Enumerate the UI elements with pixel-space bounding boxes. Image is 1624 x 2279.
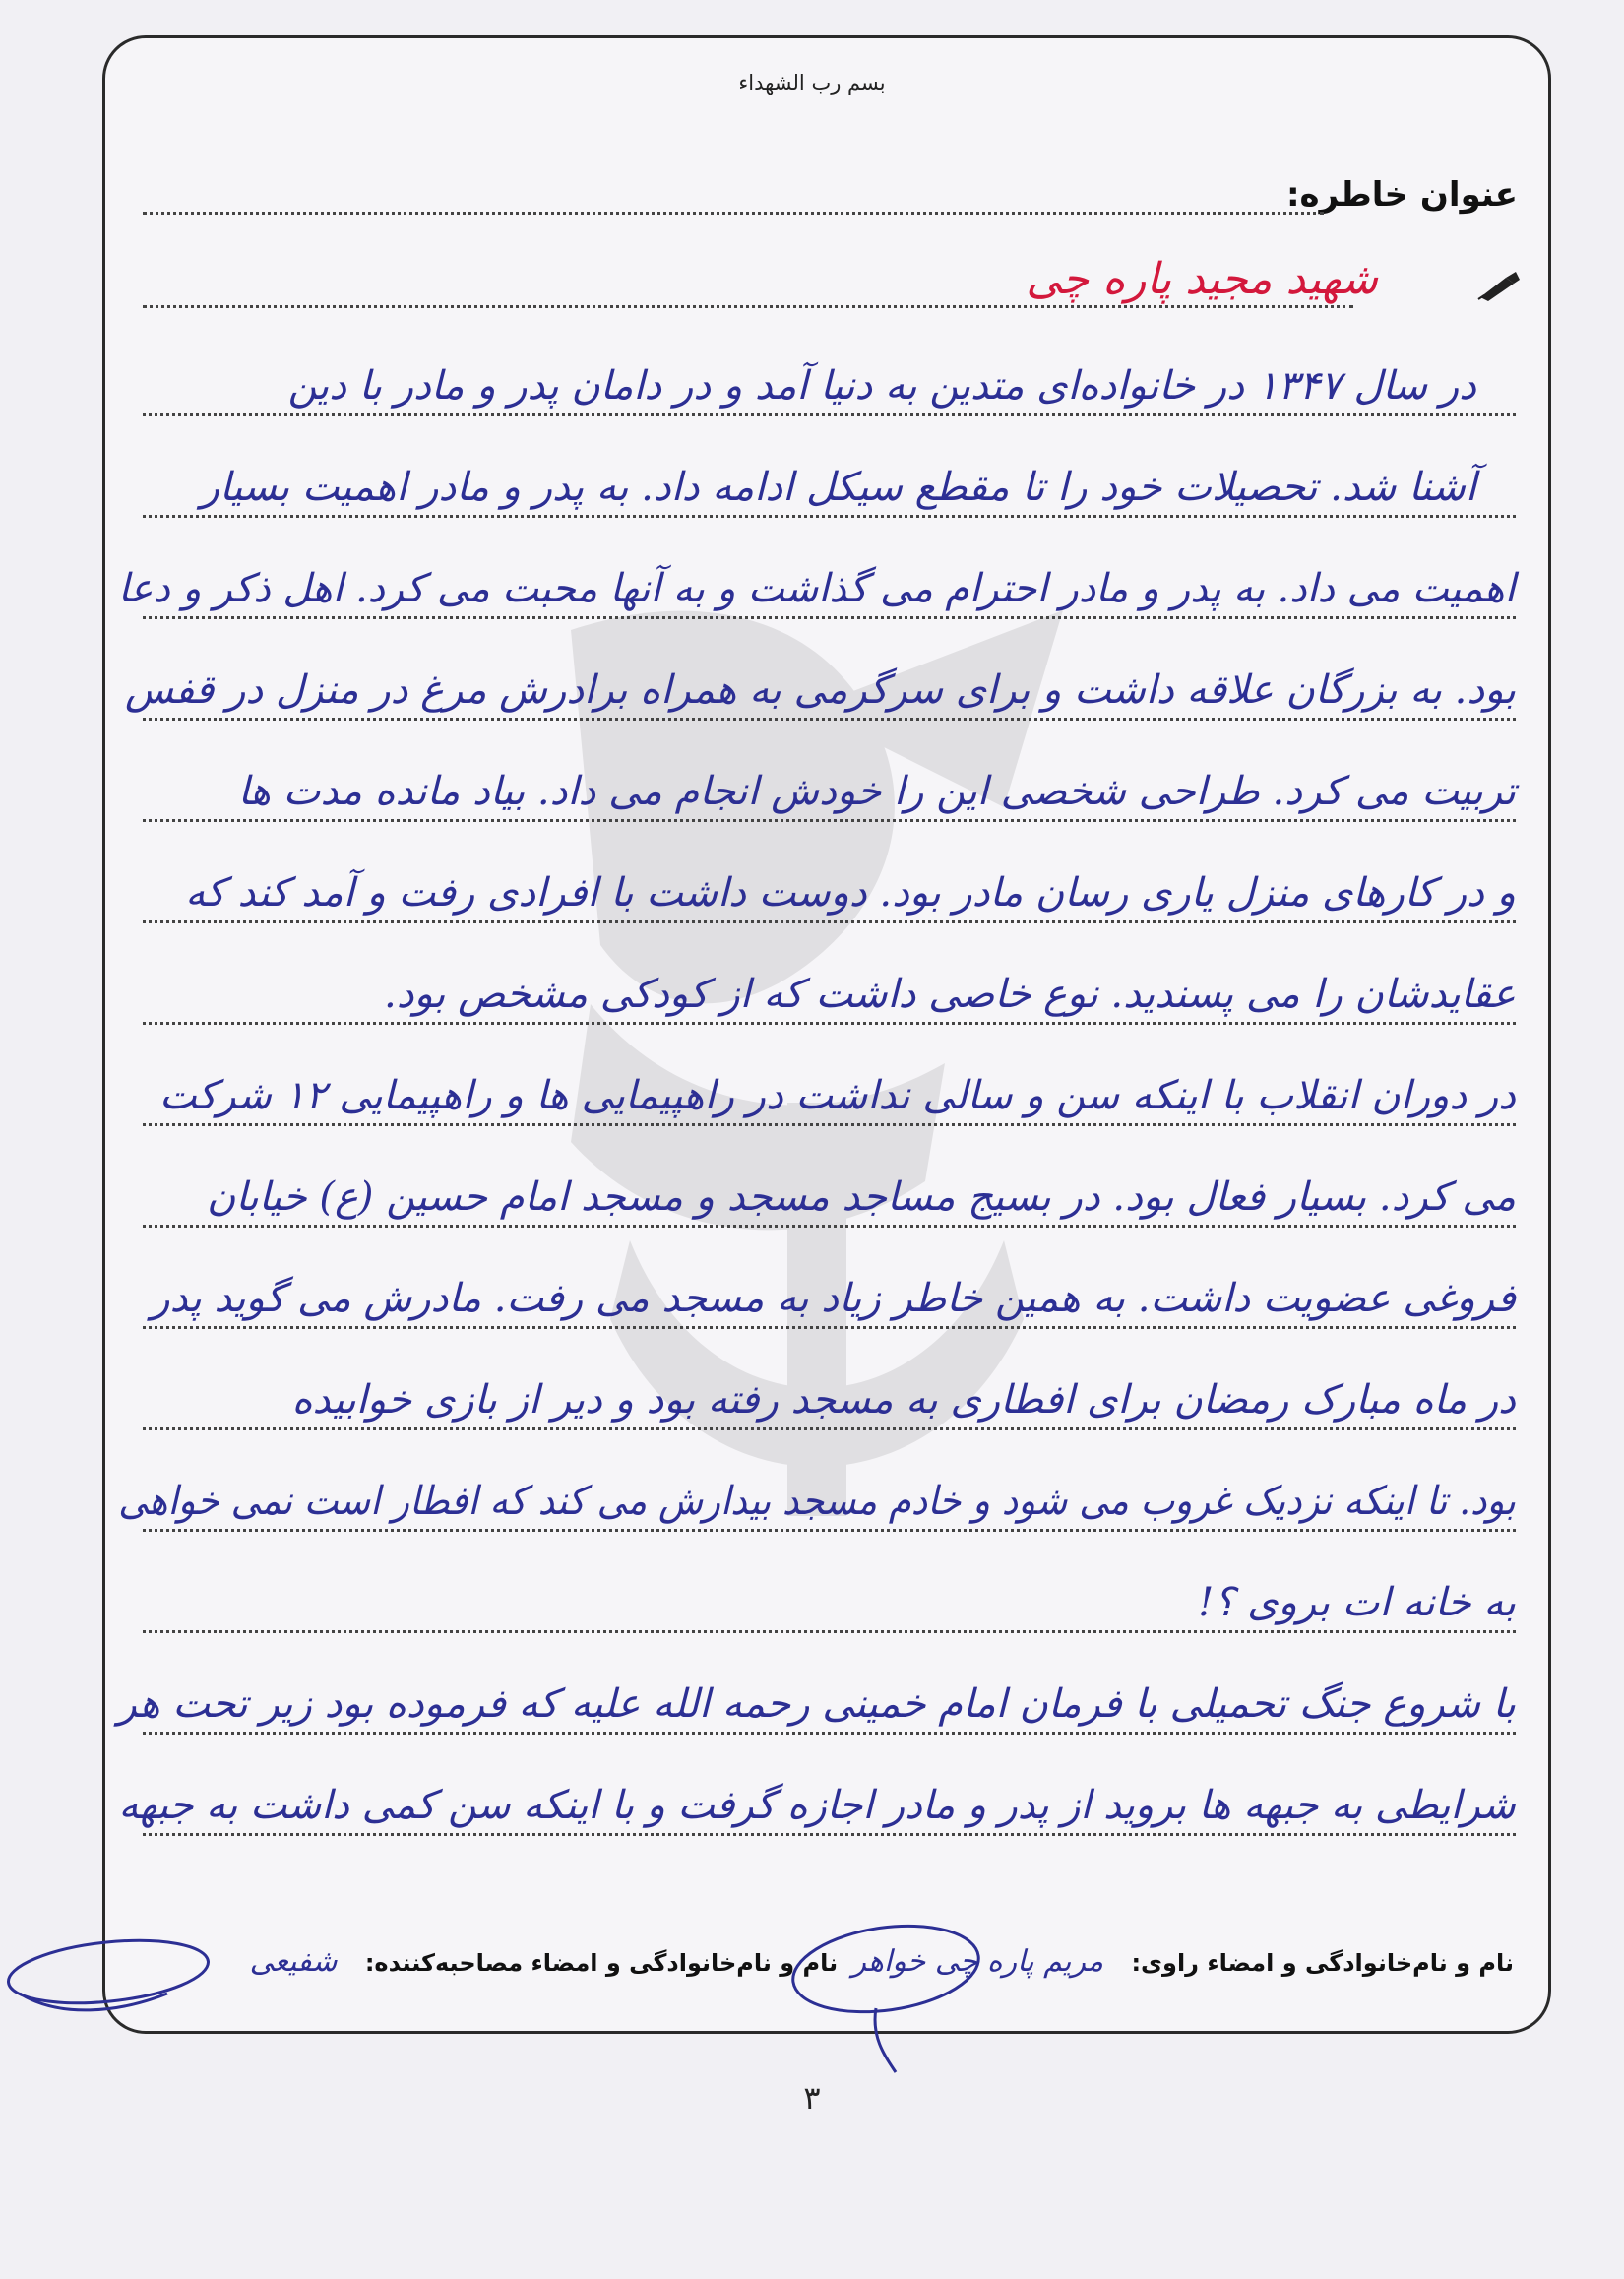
memoir-title-label: عنوان خاطره: bbox=[1285, 175, 1518, 215]
memoir-line: بود. به بزرگان علاقه داشت و برای سرگرمی به همراه برادرش مرغ در منزل در قفس bbox=[125, 667, 1516, 713]
memoir-line: آشنا شد. تحصیلات خود را تا مقطع سیکل ادامه داد. به پدر و مادر اهمیت بسیار bbox=[200, 465, 1476, 510]
memoir-line: در سال ۱۳۴۷ در خانواده‌ای متدین به دنیا آمد و در دامان پدر و مادر با دین bbox=[287, 363, 1476, 409]
interviewer-label: نام و نام‌خانوادگی و امضاء مصاحبه‌کننده: bbox=[364, 1949, 839, 1977]
title-value-rule bbox=[143, 305, 1353, 308]
memoir-line: اهمیت می داد. به پدر و مادر احترام می گذاشت و به آنها محبت می کرد. اهل ذکر و دعا bbox=[118, 566, 1516, 611]
memoir-line: با شروع جنگ تحمیلی با فرمان امام خمینی رحمه الله علیه که فرموده بود زیر تحت هر bbox=[117, 1681, 1516, 1727]
interviewer-signature bbox=[778, 1910, 1033, 2077]
memoir-line: فروغی عضویت داشت. به همین خاطر زیاد به مسجد می رفت. مادرش می گوید پدر bbox=[151, 1276, 1516, 1321]
memoir-title: شهید مجید پاره چی bbox=[1026, 254, 1378, 304]
memoir-line: در دوران انقلاب با اینکه سن و سالی نداشت در راهپیمایی ها و راهپیمایی ۱۲ شرکت bbox=[158, 1073, 1516, 1118]
memoir-line: می کرد. بسیار فعال بود. در بسیج مساجد مسجد و مسجد امام حسین (ع) خیابان bbox=[207, 1174, 1516, 1220]
title-rule bbox=[143, 212, 1324, 215]
memoir-line: شرایطی به جبهه ها بروید از پدر و مادر اجازه گرفت و با اینکه سن کمی داشت به جبهه bbox=[118, 1783, 1516, 1828]
pen-icon bbox=[1476, 272, 1520, 301]
memoir-line: به خانه ات بروی ؟! bbox=[1198, 1580, 1516, 1625]
page-number: ۳ bbox=[803, 2079, 821, 2117]
narrator-name: مریم پاره چی خواهر bbox=[851, 1944, 1104, 1979]
memoir-line: و در کارهای منزل یاری رسان مادر بود. دوست داشت با افرادی رفت و آمد کند که bbox=[185, 870, 1516, 916]
memoir-line: در ماه مبارک رمضان برای افطاری به مسجد رفته بود و دیر از بازی خوابیده bbox=[291, 1377, 1516, 1423]
basmala-header: بسم رب الشهداء bbox=[738, 71, 886, 95]
narrator-signature bbox=[0, 1925, 246, 2033]
memoir-line: تربیت می کرد. طراحی شخصی این را خودش انجام می داد. بیاد مانده مدت ها bbox=[237, 769, 1516, 814]
narrator-label: نام و نام‌خانوادگی و امضاء راوی: bbox=[1131, 1949, 1514, 1977]
memoir-line: بود. تا اینکه نزدیک غروب می شود و خادم مسجد بیدارش می کند که افطار است نمی خواهی bbox=[118, 1479, 1516, 1524]
memoir-line: عقایدشان را می پسندید. نوع خاصی داشت که از کودکی مشخص بود. bbox=[384, 972, 1516, 1017]
interviewer-name: شفیعی bbox=[249, 1944, 338, 1979]
